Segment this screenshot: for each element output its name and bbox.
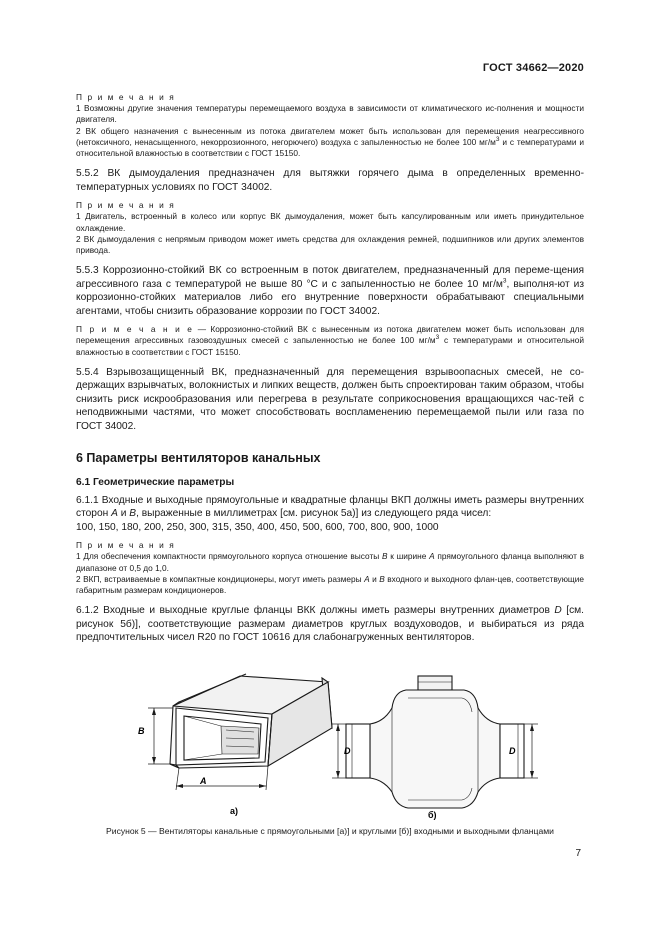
figure-caption: Рисунок 5 — Вентиляторы канальные с прямоугольными [а)] и круглыми [б)] входными и выходными фланцами [106,826,554,836]
dimension-label-d-left: D [344,746,351,756]
note-paragraph: 1 Двигатель, встроенный в колесо или корпус ВК дымоудаления, может быть капсулированным или иметь принудительное охлаждение. [76,211,584,233]
clause-5-5-2: 5.5.2 ВК дымоудаления предназначен для вытяжки горячего дыма в определенных временно-температурных условиях по ГОСТ 34002. [76,168,584,193]
dimension-label-a: А [200,776,207,786]
dimension-label-d-right: D [509,746,516,756]
section-heading: 6 Параметры вентиляторов канальных [76,451,321,466]
round-duct-fan-drawing [332,676,538,808]
note-paragraph: 2 ВК дымоудаления с непрямым приводом может иметь средства для охлаждения ремней, подшипников или других элементов привода. [76,233,584,256]
note-paragraph: 2 ВКП, встраиваемые в компактные кондиционеры, могут иметь размеры А и В входного и выходного флан-цев, соответствующие габаритным размерам кондиционеров. [76,573,584,596]
dimension-label-b: В [138,726,145,736]
notes-title: П р и м е ч а н и я [76,92,176,102]
notes-title: П р и м е ч а н и я [76,200,176,211]
figure-5-drawing [76,668,586,824]
note-paragraph: 1 Для обеспечения компактности прямоугольного корпуса отношение высоты В к ширине А прямоугольного фланца выполняют в диапазоне от 0,5 до 1,0. [76,551,585,573]
page-number: 7 [575,848,581,859]
subfigure-label-b: б) [428,810,437,820]
subsection-heading: 6.1 Геометрические параметры [76,477,235,489]
figure-5 [76,668,586,824]
rectangular-duct-fan-drawing [148,674,332,790]
note-paragraph: 2 ВК общего назначения с вынесенным из потока двигателем может быть использован для перемещения неагрессивного (нетоксичного, ненасыщенного, некоррозионного, негорючего) воздуха с запыленностью не более 100 $мг/м^3$ и с температурами и относительной влажностью в соответствии с ГОСТ 15150. [76,125,584,159]
note-paragraph: 1 Возможны другие значения температуры перемещаемого воздуха в зависимости от климатического ис-полнения и мощности двигателя. [76,103,584,125]
clause-5-5-4: 5.5.4 Взрывозащищенный ВК, предназначенный для перемещения взрывоопасных смесей, не со-держащих взрывчатых, волокнистых и липких веществ, должен быть спроектирован таким образом, чтобы снизить риск искрообразования или перегрева в результате соприкосновения вращающихся час-тей с неподвижными частями, что может способствовать воспламенению перемещаемой пыли или газа по ГОСТ 34002. [76,367,584,432]
subfigure-label-a: а) [230,806,239,816]
page-body [76,92,584,645]
clause-6-1-2: 6.1.2 Входные и выходные круглые фланцы ВКК должны иметь размеры внутренних диаметров D [см. рисунок 5б)], соответствующие размерам диаметров круглых воздуховодов, и выбираться из ряда предпочтительных чисел R20 по ГОСТ 10616 для слабонагруженных вентиляторов. [76,605,584,644]
notes-title: П р и м е ч а н и я [76,540,176,551]
dimension-series: 100, 150, 180, 200, 250, 300, 315, 350, 400, 450, 500, 600, 700, 800, 900, 1000 [76,521,439,533]
note-paragraph: П р и м е ч а н и е — Коррозионно-стойкий ВК с вынесенным из потока двигателем может быть использован для перемещения агрессивных газовоздушных смесей с запыленностью не более 100 $мг/м^3$ с температурами и относительной влажностью в соответствии с ГОСТ 15150. [76,324,584,357]
document-code: ГОСТ 34662—2020 [482,62,584,74]
clause-6-1-1: 6.1.1 Входные и выходные прямоугольные и квадратные фланцы ВКП должны иметь размеры внутренних сторон А и В, выраженные в миллиметрах [см. рисунок 5а)] из следующего ряда чисел: [76,495,584,520]
clause-5-5-3: 5.5.3 Коррозионно-стойкий ВК со встроенным в поток двигателем, предназначенный для переме-щения агрессивного газа с температурой не выше 80 °С и с запыленностью не более 10 $мг/м^3$, выполня-ют из коррозионно-стойких материалов либо его внутренние поверхности обрабатывают специальными агентами, чтобы снизить образование коррозии по ГОСТ 34002. [76,265,584,317]
